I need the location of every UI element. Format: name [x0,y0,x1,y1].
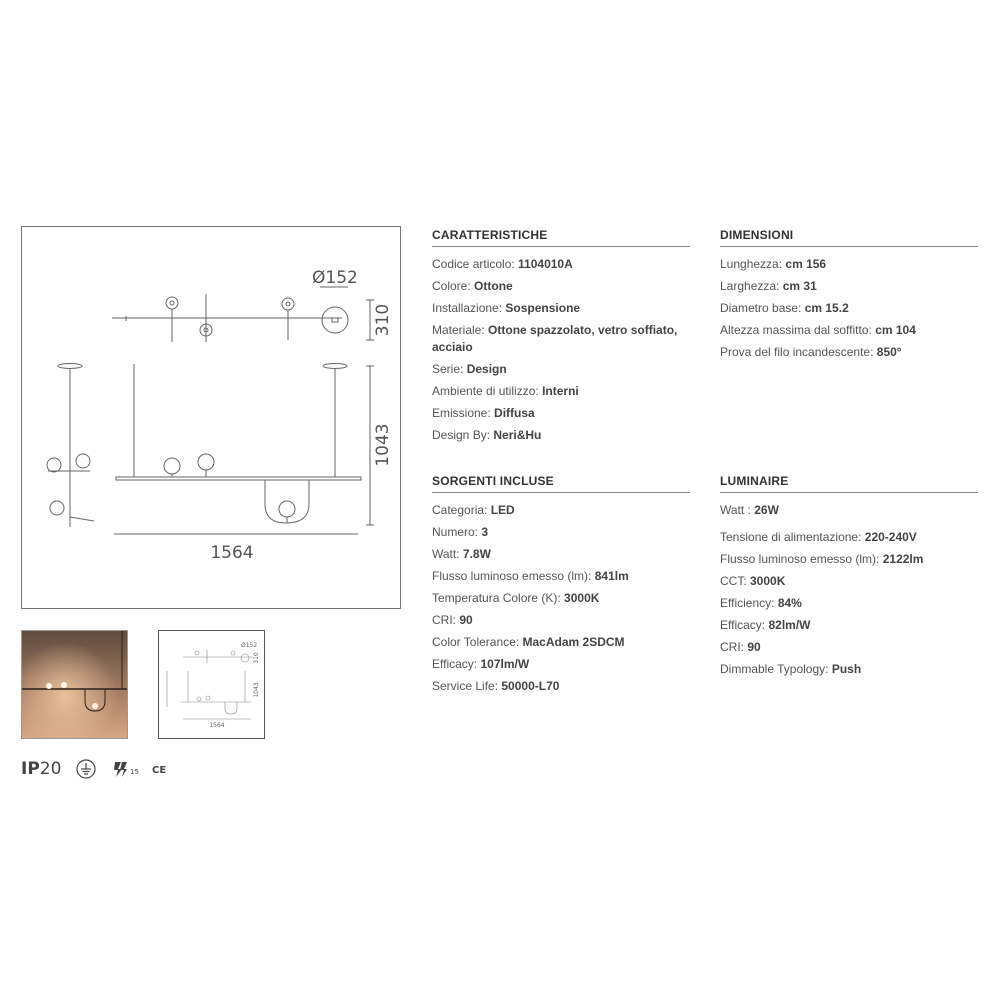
section-title: SORGENTI INCLUSE [432,474,690,493]
spec-row: Ambiente di utilizzo: Interni [432,384,579,398]
dim-length: 1564 [210,543,254,563]
spec-row: Emissione: Diffusa [432,406,535,420]
mini-dim-diameter: Ø152 [241,642,258,649]
spec-row: Colore: Ottone [432,279,513,293]
top-view-globe [166,297,178,309]
spec-row: Altezza massima dal soffitto: cm 104 [720,323,916,337]
side-view-canopy [58,364,82,369]
spec-row: Tensione di alimentazione: 220-240V [720,530,917,544]
side-view-globe [47,458,61,472]
spec-list [432,502,690,695]
section-title: DIMENSIONI [720,228,978,247]
spec-list [720,256,978,361]
svg-text:CE: CE [152,765,167,776]
enec-mark-icon [113,758,139,780]
technical-drawing-thumbnail[interactable] [158,630,265,739]
front-view-globe [279,501,295,517]
svg-text:15: 15 [130,768,140,776]
spec-row: Diametro base: cm 15.2 [720,301,849,315]
mini-dim-length: 1564 [209,722,225,729]
spec-row: Watt : 26W [720,503,779,517]
section-caratteristiche [432,228,690,449]
spec-row: Serie: Design [432,362,507,376]
spec-list [720,502,978,678]
spec-row: CCT: 3000K [720,574,786,588]
spec-row: Categoria: LED [432,503,515,517]
spec-row: CRI: 90 [432,613,473,627]
spec-list [432,256,690,444]
technical-drawing-svg [22,227,402,610]
spec-row: Service Life: 50000-L70 [432,679,560,693]
earth-ground-icon [75,758,97,780]
spec-row: Watt: 7.8W [432,547,491,561]
spec-row: Efficacy: 82lm/W [720,618,811,632]
top-view-canopy [322,307,348,333]
spec-row: Lunghezza: cm 156 [720,257,827,271]
spec-row: Larghezza: cm 31 [720,279,817,293]
technical-drawing [21,226,401,609]
front-view-globe [164,458,180,474]
ce-mark-icon [151,758,169,780]
front-view-canopy [323,364,347,369]
mini-dim-height: 1043 [253,682,260,698]
section-title: LUMINAIRE [720,474,978,493]
certifications [21,758,169,780]
spec-row: Temperatura Colore (K): 3000K [432,591,600,605]
spec-row: Installazione: Sospensione [432,301,581,315]
top-view-globe [282,298,294,310]
spec-row: Numero: 3 [432,525,489,539]
spec-row: Codice articolo: 1104010A [432,257,573,271]
spec-row: Dimmable Typology: Push [720,662,862,676]
product-photo [22,631,128,739]
section-dimensioni [720,228,978,366]
section-luminaire [720,474,978,683]
front-view-globe [198,454,214,470]
section-title: CARATTERISTICHE [432,228,690,247]
mini-dim-depth: 310 [253,652,260,664]
side-view-globe [50,501,64,515]
spec-row: Design By: Neri&Hu [432,428,542,442]
side-view-globe [76,454,90,468]
spec-row: Flusso luminoso emesso (lm): 841lm [432,569,629,583]
front-view-bar [116,477,361,480]
dim-depth: 310 [373,303,393,337]
spec-row: Efficiency: 84% [720,596,802,610]
section-sorgenti-incluse [432,474,690,700]
spec-row: Color Tolerance: MacAdam 2SDCM [432,635,625,649]
spec-row: Prova del filo incandescente: 850° [720,345,902,359]
spec-row: CRI: 90 [720,640,761,654]
spec-row: Flusso luminoso emesso (lm): 2122lm [720,552,924,566]
dim-diameter: Ø152 [312,268,358,288]
ip-rating: IP20 [21,759,62,779]
spec-row: Materiale: Ottone spazzolato, vetro soffiato, acciaio [432,323,678,354]
spec-row: Efficacy: 107lm/W [432,657,530,671]
mini-drawing [159,631,265,739]
dim-height: 1043 [373,423,393,467]
product-photo-thumbnail[interactable] [21,630,128,739]
